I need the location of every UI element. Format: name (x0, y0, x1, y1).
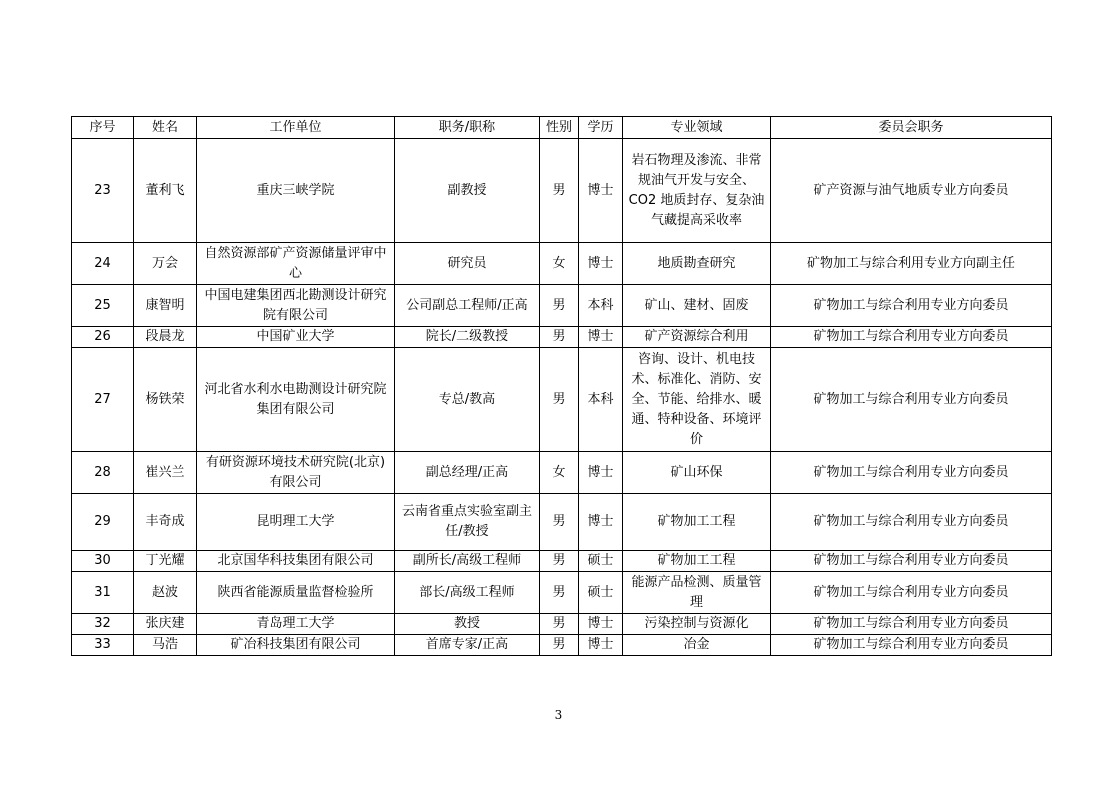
cell-index: 23 (72, 139, 134, 243)
cell-title: 公司副总工程师/正高 (395, 285, 540, 327)
cell-committee-role: 矿产资源与油气地质专业方向委员 (771, 139, 1052, 243)
cell-specialty: 矿物加工工程 (623, 551, 771, 572)
cell-name: 康智明 (134, 285, 197, 327)
cell-education: 本科 (579, 348, 623, 452)
table-row (72, 285, 1052, 327)
cell-index: 24 (72, 243, 134, 285)
cell-committee-role: 矿物加工与综合利用专业方向委员 (771, 452, 1052, 494)
cell-committee-role: 矿物加工与综合利用专业方向副主任 (771, 243, 1052, 285)
table-row (72, 452, 1052, 494)
member-table (71, 116, 1052, 656)
cell-workplace: 有研资源环境技术研究院(北京)有限公司 (197, 452, 395, 494)
cell-workplace: 昆明理工大学 (197, 494, 395, 551)
table-row (72, 614, 1052, 635)
cell-name: 万会 (134, 243, 197, 285)
header-education: 学历 (579, 117, 623, 139)
cell-title: 副总经理/正高 (395, 452, 540, 494)
cell-gender: 男 (540, 635, 579, 656)
cell-index: 27 (72, 348, 134, 452)
cell-gender: 男 (540, 285, 579, 327)
cell-education: 博士 (579, 635, 623, 656)
cell-workplace: 陕西省能源质量监督检验所 (197, 572, 395, 614)
cell-index: 29 (72, 494, 134, 551)
cell-education: 博士 (579, 452, 623, 494)
cell-index: 33 (72, 635, 134, 656)
cell-gender: 男 (540, 494, 579, 551)
cell-education: 博士 (579, 494, 623, 551)
table-row (72, 348, 1052, 452)
header-gender: 性别 (540, 117, 579, 139)
cell-title: 副教授 (395, 139, 540, 243)
table-row (72, 243, 1052, 285)
cell-workplace: 青岛理工大学 (197, 614, 395, 635)
cell-title: 云南省重点实验室副主任/教授 (395, 494, 540, 551)
cell-workplace: 中国矿业大学 (197, 327, 395, 348)
cell-committee-role: 矿物加工与综合利用专业方向委员 (771, 551, 1052, 572)
table-row (72, 327, 1052, 348)
cell-title: 院长/二级教授 (395, 327, 540, 348)
cell-committee-role: 矿物加工与综合利用专业方向委员 (771, 572, 1052, 614)
table-row (72, 635, 1052, 656)
cell-specialty: 矿物加工工程 (623, 494, 771, 551)
cell-workplace: 北京国华科技集团有限公司 (197, 551, 395, 572)
cell-education: 博士 (579, 327, 623, 348)
cell-gender: 男 (540, 348, 579, 452)
cell-index: 31 (72, 572, 134, 614)
cell-workplace: 中国电建集团西北勘测设计研究院有限公司 (197, 285, 395, 327)
cell-title: 副所长/高级工程师 (395, 551, 540, 572)
cell-name: 马浩 (134, 635, 197, 656)
cell-committee-role: 矿物加工与综合利用专业方向委员 (771, 327, 1052, 348)
cell-education: 博士 (579, 139, 623, 243)
cell-name: 赵波 (134, 572, 197, 614)
cell-gender: 男 (540, 572, 579, 614)
table-row (72, 551, 1052, 572)
cell-title: 教授 (395, 614, 540, 635)
cell-gender: 男 (540, 614, 579, 635)
cell-specialty: 污染控制与资源化 (623, 614, 771, 635)
cell-workplace: 自然资源部矿产资源储量评审中心 (197, 243, 395, 285)
cell-committee-role: 矿物加工与综合利用专业方向委员 (771, 285, 1052, 327)
cell-gender: 男 (540, 139, 579, 243)
cell-gender: 女 (540, 452, 579, 494)
cell-committee-role: 矿物加工与综合利用专业方向委员 (771, 494, 1052, 551)
cell-specialty: 地质勘查研究 (623, 243, 771, 285)
table-row (72, 572, 1052, 614)
cell-name: 丰奇成 (134, 494, 197, 551)
cell-specialty: 能源产品检测、质量管理 (623, 572, 771, 614)
cell-gender: 女 (540, 243, 579, 285)
cell-workplace: 河北省水利水电勘测设计研究院集团有限公司 (197, 348, 395, 452)
cell-specialty: 矿山、建材、固废 (623, 285, 771, 327)
cell-title: 专总/教高 (395, 348, 540, 452)
cell-education: 博士 (579, 614, 623, 635)
header-name: 姓名 (134, 117, 197, 139)
header-specialty: 专业领域 (623, 117, 771, 139)
cell-education: 博士 (579, 243, 623, 285)
cell-committee-role: 矿物加工与综合利用专业方向委员 (771, 348, 1052, 452)
header-index: 序号 (72, 117, 134, 139)
cell-committee-role: 矿物加工与综合利用专业方向委员 (771, 614, 1052, 635)
cell-index: 25 (72, 285, 134, 327)
header-workplace: 工作单位 (197, 117, 395, 139)
cell-name: 杨铁荣 (134, 348, 197, 452)
table-row (72, 139, 1052, 243)
cell-specialty: 咨询、设计、机电技术、标准化、消防、安全、节能、给排水、暖通、特种设备、环境评价 (623, 348, 771, 452)
header-title: 职务/职称 (395, 117, 540, 139)
cell-name: 张庆建 (134, 614, 197, 635)
cell-name: 丁光耀 (134, 551, 197, 572)
cell-title: 研究员 (395, 243, 540, 285)
cell-workplace: 矿冶科技集团有限公司 (197, 635, 395, 656)
table-row (72, 494, 1052, 551)
cell-education: 硕士 (579, 551, 623, 572)
header-row (72, 117, 1052, 139)
cell-index: 30 (72, 551, 134, 572)
cell-gender: 男 (540, 327, 579, 348)
cell-specialty: 岩石物理及渗流、非常规油气开发与安全、CO2 地质封存、复杂油气藏提高采收率 (623, 139, 771, 243)
page-number: 3 (554, 708, 563, 722)
cell-name: 崔兴兰 (134, 452, 197, 494)
cell-index: 32 (72, 614, 134, 635)
cell-workplace: 重庆三峡学院 (197, 139, 395, 243)
cell-name: 董利飞 (134, 139, 197, 243)
cell-specialty: 冶金 (623, 635, 771, 656)
cell-specialty: 矿产资源综合利用 (623, 327, 771, 348)
cell-title: 部长/高级工程师 (395, 572, 540, 614)
cell-education: 本科 (579, 285, 623, 327)
cell-name: 段晨龙 (134, 327, 197, 348)
cell-index: 26 (72, 327, 134, 348)
cell-committee-role: 矿物加工与综合利用专业方向委员 (771, 635, 1052, 656)
cell-index: 28 (72, 452, 134, 494)
cell-specialty: 矿山环保 (623, 452, 771, 494)
header-committee-role: 委员会职务 (771, 117, 1052, 139)
cell-gender: 男 (540, 551, 579, 572)
cell-title: 首席专家/正高 (395, 635, 540, 656)
cell-education: 硕士 (579, 572, 623, 614)
